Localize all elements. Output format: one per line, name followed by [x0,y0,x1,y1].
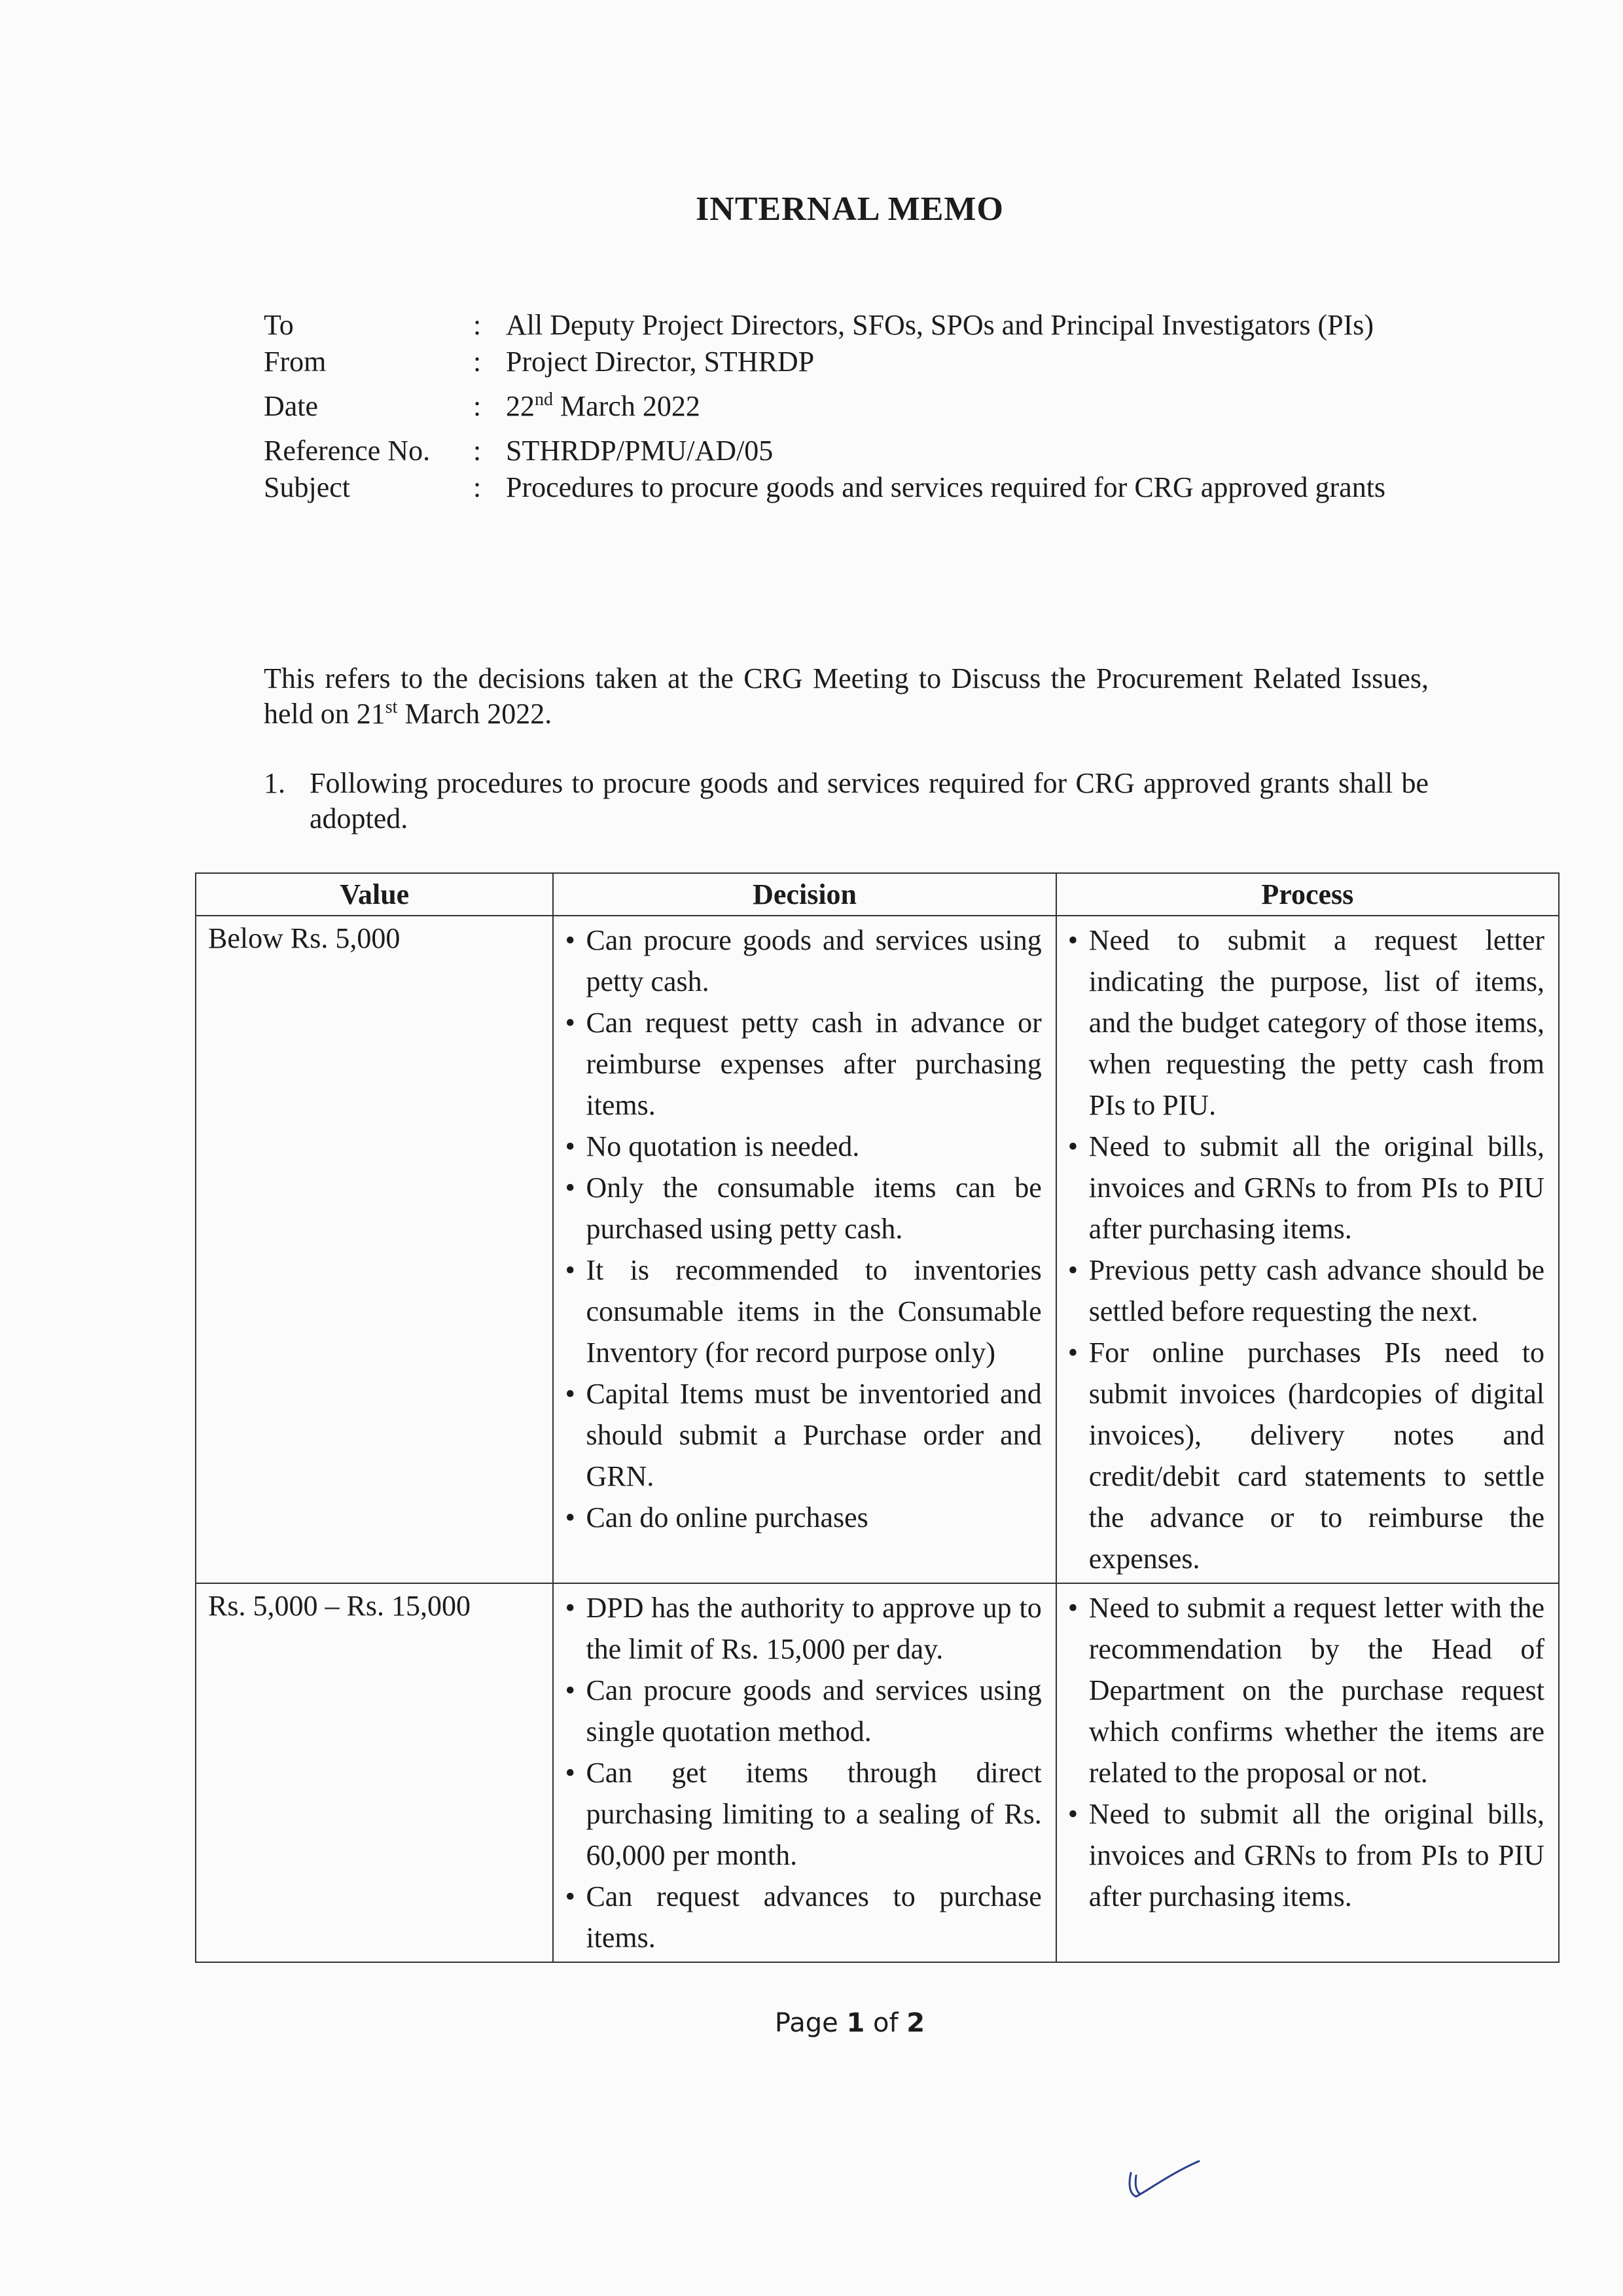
date-day: 22 [506,390,535,422]
page-footer [0,2008,1623,2038]
process-list [1058,1585,1558,1920]
subject-value: Procedures to procure goods and services required for CRG approved grants [506,471,1386,503]
list-item: • Need to submit a request letter with the recommendation by the Head of Department on the purchase request which confirms whether the items are related to the proposal or not. [1058,1587,1544,1793]
list-item: • Can procure goods and services using single quotation method. [554,1670,1041,1752]
date-row [264,389,1623,424]
subject-colon: : [473,471,482,503]
date-label: Date [264,390,319,422]
header-process: Process [1056,873,1559,916]
item-number: 1. [264,767,285,799]
header-decision: Decision [553,873,1056,916]
reference-colon: : [473,435,482,467]
to-label: To [264,309,294,341]
list-item: • Need to submit all the original bills, invoices and GRNs to from PIs to PIU after purchasing items. [1058,1793,1544,1917]
list-item: • Can procure goods and services using petty cash. [554,920,1041,1002]
value-cell: Rs. 5,000 – Rs. 15,000 [196,1583,553,1962]
process-list [1058,917,1558,1582]
procurement-table [195,872,1560,1963]
decision-list [554,917,1054,1541]
list-item: • Can request advances to purchase items. [554,1876,1041,1958]
list-item: • DPD has the authority to approve up to the limit of Rs. 15,000 per day. [554,1587,1041,1670]
list-item: • Can do online purchases [554,1497,1041,1538]
reference-value: STHRDP/PMU/AD/05 [506,435,774,467]
from-value: Project Director, STHRDP [506,346,815,378]
date-rest: March 2022 [553,390,700,422]
intro-text-end: March 2022. [397,698,552,730]
value-cell: Below Rs. 5,000 [196,916,553,1583]
memo-header [264,308,1623,514]
list-item: • Capital Items must be inventoried and should submit a Purchase order and GRN. [554,1373,1041,1497]
list-item: • Only the consumable items can be purchased using petty cash. [554,1167,1041,1249]
list-item: • Need to submit all the original bills, invoices and GRNs to from PIs to PIU after purchasing items. [1058,1126,1544,1249]
subject-row [264,470,1623,505]
list-item: • Can get items through direct purchasing limiting to a sealing of Rs. 60,000 per month. [554,1752,1041,1876]
intro-paragraph [264,661,1429,732]
to-row [264,308,1623,343]
from-colon: : [473,346,482,378]
reference-row [264,433,1623,469]
page-number: 1 [846,2008,865,2038]
from-label: From [264,346,327,378]
page-total: 2 [906,2008,925,2038]
to-value: All Deputy Project Directors, SFOs, SPOs and Principal Investigators (PIs) [506,309,1374,341]
handwritten-initial [1113,2153,1211,2206]
subject-label: Subject [264,471,350,503]
process-cell [1056,1583,1559,1962]
from-row [264,344,1623,380]
intro-sup: st [385,697,398,717]
of-word: of [873,2008,899,2038]
table-header-row [196,873,1559,916]
list-item: • Can request petty cash in advance or reimburse expenses after purchasing items. [554,1002,1041,1126]
decision-cell [553,916,1056,1583]
date-suffix: nd [535,389,553,410]
process-cell [1056,916,1559,1583]
list-item: • For online purchases PIs need to submit invoices (hardcopies of digital invoices), delivery notes and credit/debit card statements to settle the advance or to reimburse the expenses. [1058,1332,1544,1579]
list-item: • No quotation is needed. [554,1126,1041,1167]
date-colon: : [473,390,482,422]
date-value [506,389,1623,424]
intro-text: This refers to the decisions taken at the CRG Meeting to Discuss the Procurement Related Issues, held on 21 [264,662,1429,730]
reference-label: Reference No. [264,435,431,467]
numbered-item-1 [264,766,1429,836]
list-item: • It is recommended to inventories consumable items in the Consumable Inventory (for record purpose only) [554,1249,1041,1373]
list-item: • Need to submit a request letter indicating the purpose, list of items, and the budget category of those items, when requesting the petty cash from PIs to PIU. [1058,920,1544,1126]
decision-list [554,1585,1054,1961]
table-row [196,916,1559,1583]
list-item: • Previous petty cash advance should be settled before requesting the next. [1058,1249,1544,1332]
page-word: Page [774,2008,838,2038]
memo-title: INTERNAL MEMO [696,190,1004,228]
decision-cell [553,1583,1056,1962]
item-text: Following procedures to procure goods and services required for CRG approved grants shall be adopted. [310,767,1429,834]
table-row [196,1583,1559,1962]
header-value: Value [196,873,553,916]
to-colon: : [473,309,482,341]
